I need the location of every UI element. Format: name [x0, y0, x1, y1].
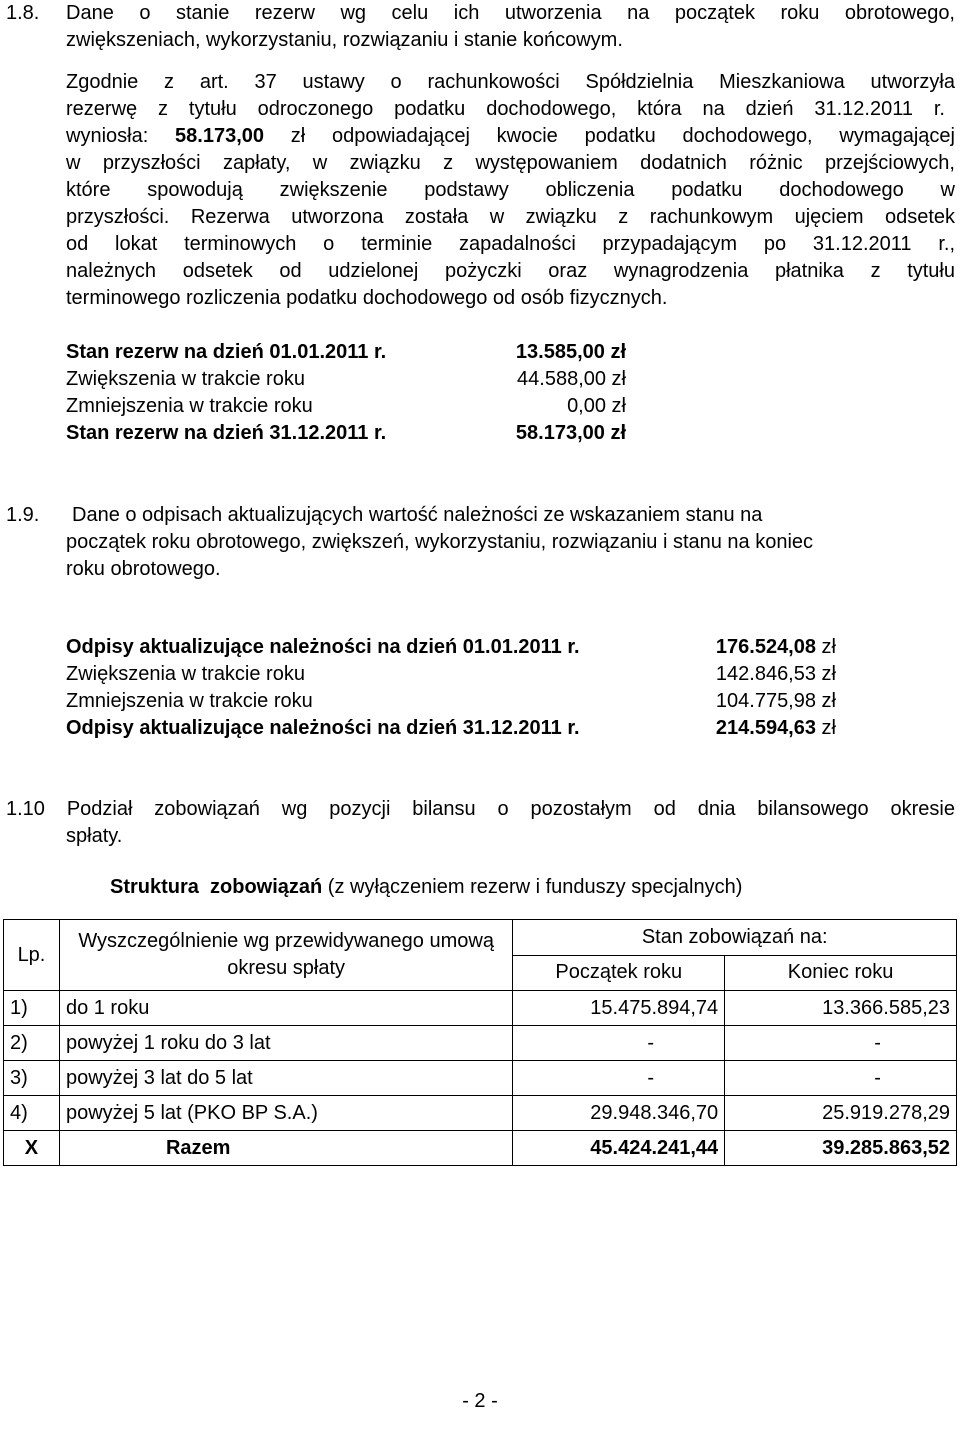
paragraph-line: Zgodnie z art. 37 ustawy o rachunkowości Spółdzielnia Mieszkaniowa utworzyła	[66, 71, 955, 93]
section-heading-line: zwiększeniach, wykorzystaniu, rozwiązaniu i stanie końcowym.	[66, 29, 623, 51]
cell-end: 39.285.863,52	[725, 1131, 957, 1166]
cell-description: powyżej 1 roku do 3 lat	[59, 1026, 512, 1061]
cell-description: Razem	[59, 1131, 512, 1166]
caption-bold: Struktura zobowiązań	[110, 876, 323, 898]
text-run: zł odpowiadającej kwocie podatku dochodowego, wymagającej	[264, 125, 955, 147]
summary-label: Odpisy aktualizujące należności na dzień 31.12.2011 r.	[66, 717, 580, 739]
table-total-row	[4, 1131, 957, 1166]
cell-start: 45.424.241,44	[513, 1131, 725, 1166]
section-heading-line: początek roku obrotowego, zwiększeń, wykorzystaniu, rozwiązaniu i stanu na koniec	[66, 531, 814, 553]
text-run: wyniosła:	[66, 125, 176, 147]
summary-amount: 142.846,53	[715, 663, 816, 685]
table-header-row	[4, 920, 957, 956]
cell-end: 13.366.585,23	[725, 991, 957, 1026]
cell-start: 29.948.346,70	[513, 1096, 725, 1131]
table-row	[4, 1061, 957, 1096]
summary-amount: 104.775,98	[715, 690, 816, 712]
cell-start: -	[513, 1026, 725, 1061]
summary-label: Zmniejszenia w trakcie roku	[66, 690, 313, 712]
summary-unit: zł	[816, 636, 836, 658]
caption-rest: (z wyłączeniem rezerw i funduszy specjalnych)	[322, 876, 743, 898]
cell-start: -	[513, 1061, 725, 1096]
cell-end: -	[725, 1026, 957, 1061]
summary-unit: zł	[816, 717, 836, 739]
summary-unit: zł	[816, 690, 836, 712]
section-number: 1.9.	[6, 504, 40, 526]
cell-lp: 2)	[4, 1026, 60, 1061]
header-group: Stan zobowiązań na:	[513, 920, 957, 956]
cell-lp: 1)	[4, 991, 60, 1026]
summary-value: 44.588,00 zł	[517, 368, 626, 390]
summary-amount: 176.524,08	[715, 636, 816, 658]
summary-label: Stan rezerw na dzień 31.12.2011 r.	[66, 422, 387, 444]
table-row	[4, 1026, 957, 1061]
cell-description: do 1 roku	[59, 991, 512, 1026]
cell-lp: 4)	[4, 1096, 60, 1131]
paragraph-line	[66, 123, 955, 150]
paragraph-line: przyszłości. Rezerwa utworzona została w związku z rachunkowym ujęciem odsetek	[66, 206, 955, 228]
paragraph-line: które spowodują zwiększenie podstawy obliczenia podatku dochodowego w	[66, 179, 955, 201]
header-lp: Lp.	[4, 920, 60, 991]
section-number: 1.8.	[6, 2, 40, 24]
header-description: Wyszczególnienie wg przewidywanego umową okresu spłaty	[59, 920, 512, 991]
header-start: Początek roku	[513, 955, 725, 991]
summary-value: 13.585,00 zł	[515, 341, 626, 363]
summary-value	[660, 661, 836, 688]
table-caption	[110, 874, 742, 901]
cell-description: powyżej 3 lat do 5 lat	[59, 1061, 512, 1096]
page-number: - 2 -	[462, 1390, 498, 1412]
section-heading-line: roku obrotowego.	[66, 558, 221, 580]
summary-value: 58.173,00 zł	[515, 422, 626, 444]
summary-amount: 214.594,63	[715, 717, 816, 739]
summary-label: Zmniejszenia w trakcie roku	[66, 395, 313, 417]
cell-end: 25.919.278,29	[725, 1096, 957, 1131]
summary-value: 0,00 zł	[567, 395, 626, 417]
summary-unit: zł	[816, 663, 836, 685]
table-row	[4, 991, 957, 1026]
paragraph-line: w przyszłości zapłaty, w związku z występowaniem dodatnich różnic przejściowych,	[66, 152, 955, 174]
summary-value	[660, 715, 836, 742]
summary-label: Stan rezerw na dzień 01.01.2011 r.	[66, 341, 387, 363]
cell-lp: 3)	[4, 1061, 60, 1096]
table-row	[4, 1096, 957, 1131]
paragraph-line: terminowego rozliczenia podatku dochodowego od osób fizycznych.	[66, 287, 668, 309]
summary-value	[660, 688, 836, 715]
summary-label: Zwiększenia w trakcie roku	[66, 663, 305, 685]
section-heading-line: 1.10 Podział zobowiązań wg pozycji bilansu o pozostałym od dnia bilansowego okresie	[6, 798, 955, 820]
paragraph-line: od lokat terminowych o terminie zapadalności przypadającym po 31.12.2011 r.,	[66, 233, 955, 255]
summary-label: Zwiększenia w trakcie roku	[66, 368, 305, 390]
cell-end: -	[725, 1061, 957, 1096]
summary-label: Odpisy aktualizujące należności na dzień 01.01.2011 r.	[66, 636, 580, 658]
cell-lp: X	[4, 1131, 60, 1166]
cell-description: powyżej 5 lat (PKO BP S.A.)	[59, 1096, 512, 1131]
paragraph-line: rezerwę z tytułu odroczonego podatku dochodowego, która na dzień 31.12.2011 r.	[66, 98, 945, 120]
section-heading-line: Dane o stanie rezerw wg celu ich utworzenia na początek roku obrotowego,	[66, 2, 955, 24]
summary-value	[660, 634, 836, 661]
section-heading-line: spłaty.	[66, 825, 123, 847]
cell-start: 15.475.894,74	[513, 991, 725, 1026]
header-end: Koniec roku	[725, 955, 957, 991]
reserve-amount: 58.173,00	[175, 125, 265, 147]
liabilities-table	[3, 919, 957, 1166]
paragraph-line: należnych odsetek od udzielonej pożyczki oraz wynagrodzenia płatnika z tytułu	[66, 260, 955, 282]
section-heading-line: Dane o odpisach aktualizujących wartość należności ze wskazaniem stanu na	[72, 504, 763, 526]
